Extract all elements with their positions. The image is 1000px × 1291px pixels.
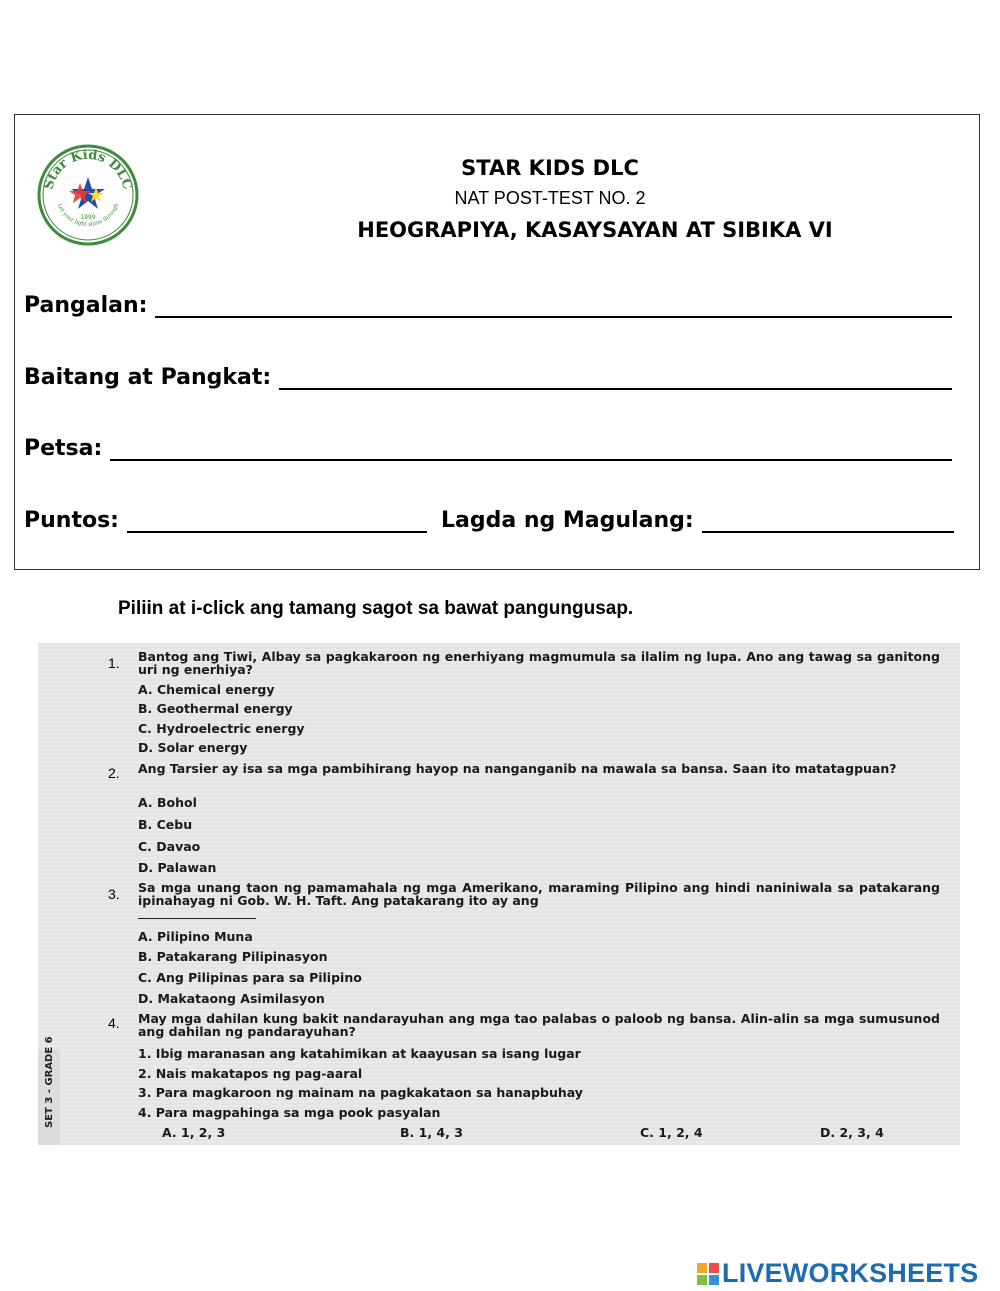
grade-field <box>24 360 952 390</box>
date-field <box>24 431 952 461</box>
question-1-number: 1. <box>108 655 120 671</box>
q4-option-d[interactable]: D. 2, 3, 4 <box>820 1125 884 1140</box>
signature-input-line[interactable] <box>702 509 954 533</box>
name-label: Pangalan: <box>24 293 148 318</box>
date-label: Petsa: <box>24 436 103 461</box>
q4-option-b[interactable]: B. 1, 4, 3 <box>400 1125 463 1140</box>
q3-option-b[interactable]: B. Patakarang Pilipinasyon <box>138 949 328 964</box>
q3-option-a[interactable]: A. Pilipino Muna <box>138 929 253 944</box>
date-input-line[interactable] <box>110 437 952 461</box>
name-field <box>24 288 952 318</box>
logo-motto: Let your light shine through <box>55 202 121 228</box>
q2-option-a[interactable]: A. Bohol <box>138 795 197 810</box>
q4-item-3: 3. Para magkaroon ng mainam na pagkakataon sa hanapbuhay <box>138 1085 583 1100</box>
q2-option-c[interactable]: C. Davao <box>138 839 201 854</box>
q3-option-c[interactable]: C. Ang Pilipinas para sa Pilipino <box>138 970 362 985</box>
q3-answer-blank <box>138 907 256 922</box>
brand-square-2 <box>709 1263 719 1273</box>
brand-square-3 <box>697 1275 707 1285</box>
question-1-text: Bantog ang Tiwi, Albay sa pagkakaroon ng enerhiyang magmumula sa ilalim ng lupa. Ano ang tawag sa ganitong uri ng enerhiya? <box>138 649 940 677</box>
test-name: NAT POST-TEST NO. 2 <box>454 188 646 208</box>
question-3-number: 3. <box>108 886 120 902</box>
grade-label: Baitang at Pangkat: <box>24 365 272 390</box>
q2-option-b[interactable]: B. Cebu <box>138 817 193 832</box>
logo-title-text: Star Kids DLC <box>41 147 135 192</box>
school-name: STAR KIDS DLC <box>461 156 639 180</box>
scan-side-label: SET 3 - GRADE 6 <box>44 1036 55 1128</box>
subject-title: HEOGRAPIYA, KASAYSAYAN AT SIBIKA VI <box>357 218 833 242</box>
instruction-text: Piliin at i-click ang tamang sagot sa bawat pangungusap. <box>118 598 634 619</box>
brand-name: LIVEWORKSHEETS <box>722 1258 979 1288</box>
q1-option-c[interactable]: C. Hydroelectric energy <box>138 721 305 736</box>
score-label: Puntos: <box>24 508 119 533</box>
question-4-text: May mga dahilan kung bakit nandarayuhan ang mga tao palabas o paloob ng bansa. Alin-alin sa mga sumusunod ang dahilan ng pandarayuhan? <box>138 1011 940 1039</box>
question-4-number: 4. <box>108 1015 120 1031</box>
signature-label: Lagda ng Magulang: <box>440 508 694 533</box>
q4-item-2: 2. Nais makatapos ng pag-aaral <box>138 1066 363 1081</box>
q4-option-a[interactable]: A. 1, 2, 3 <box>162 1125 226 1140</box>
q4-option-c[interactable]: C. 1, 2, 4 <box>640 1125 703 1140</box>
grade-input-line[interactable] <box>279 366 952 390</box>
question-2-text: Ang Tarsier ay isa sa mga pambihirang hayop na nanganganib na mawala sa bansa. Saan ito matatagpuan? <box>138 761 897 776</box>
brand-square-4 <box>709 1275 719 1285</box>
q1-option-d[interactable]: D. Solar energy <box>138 740 248 755</box>
liveworksheets-brand[interactable] <box>697 1258 978 1289</box>
question-2-number: 2. <box>108 765 120 781</box>
brand-logo-icon <box>697 1263 719 1285</box>
brand-square-1 <box>697 1263 707 1273</box>
q1-option-b[interactable]: B. Geothermal energy <box>138 701 293 716</box>
name-input-line[interactable] <box>155 294 952 318</box>
score-signature-row <box>24 503 954 533</box>
q1-option-a[interactable]: A. Chemical energy <box>138 682 275 697</box>
q3-option-d[interactable]: D. Makataong Asimilasyon <box>138 991 325 1006</box>
score-input-line[interactable] <box>127 509 427 533</box>
logo-year: 1999 <box>80 214 96 221</box>
school-logo <box>36 143 140 247</box>
q4-item-4: 4. Para magpahinga sa mga pook pasyalan <box>138 1105 441 1120</box>
header-box <box>14 114 980 570</box>
q4-item-1: 1. Ibig maranasan ang katahimikan at kaayusan sa isang lugar <box>138 1046 581 1061</box>
question-3-text: Sa mga unang taon ng pamamahala ng mga Amerikano, maraming Pilipino ang hindi naniniwala sa patakarang ipinahayag ni Gob. W. H. Taft. Ang patakarang ito ay ang <box>138 880 940 908</box>
q2-option-d[interactable]: D. Palawan <box>138 860 217 875</box>
